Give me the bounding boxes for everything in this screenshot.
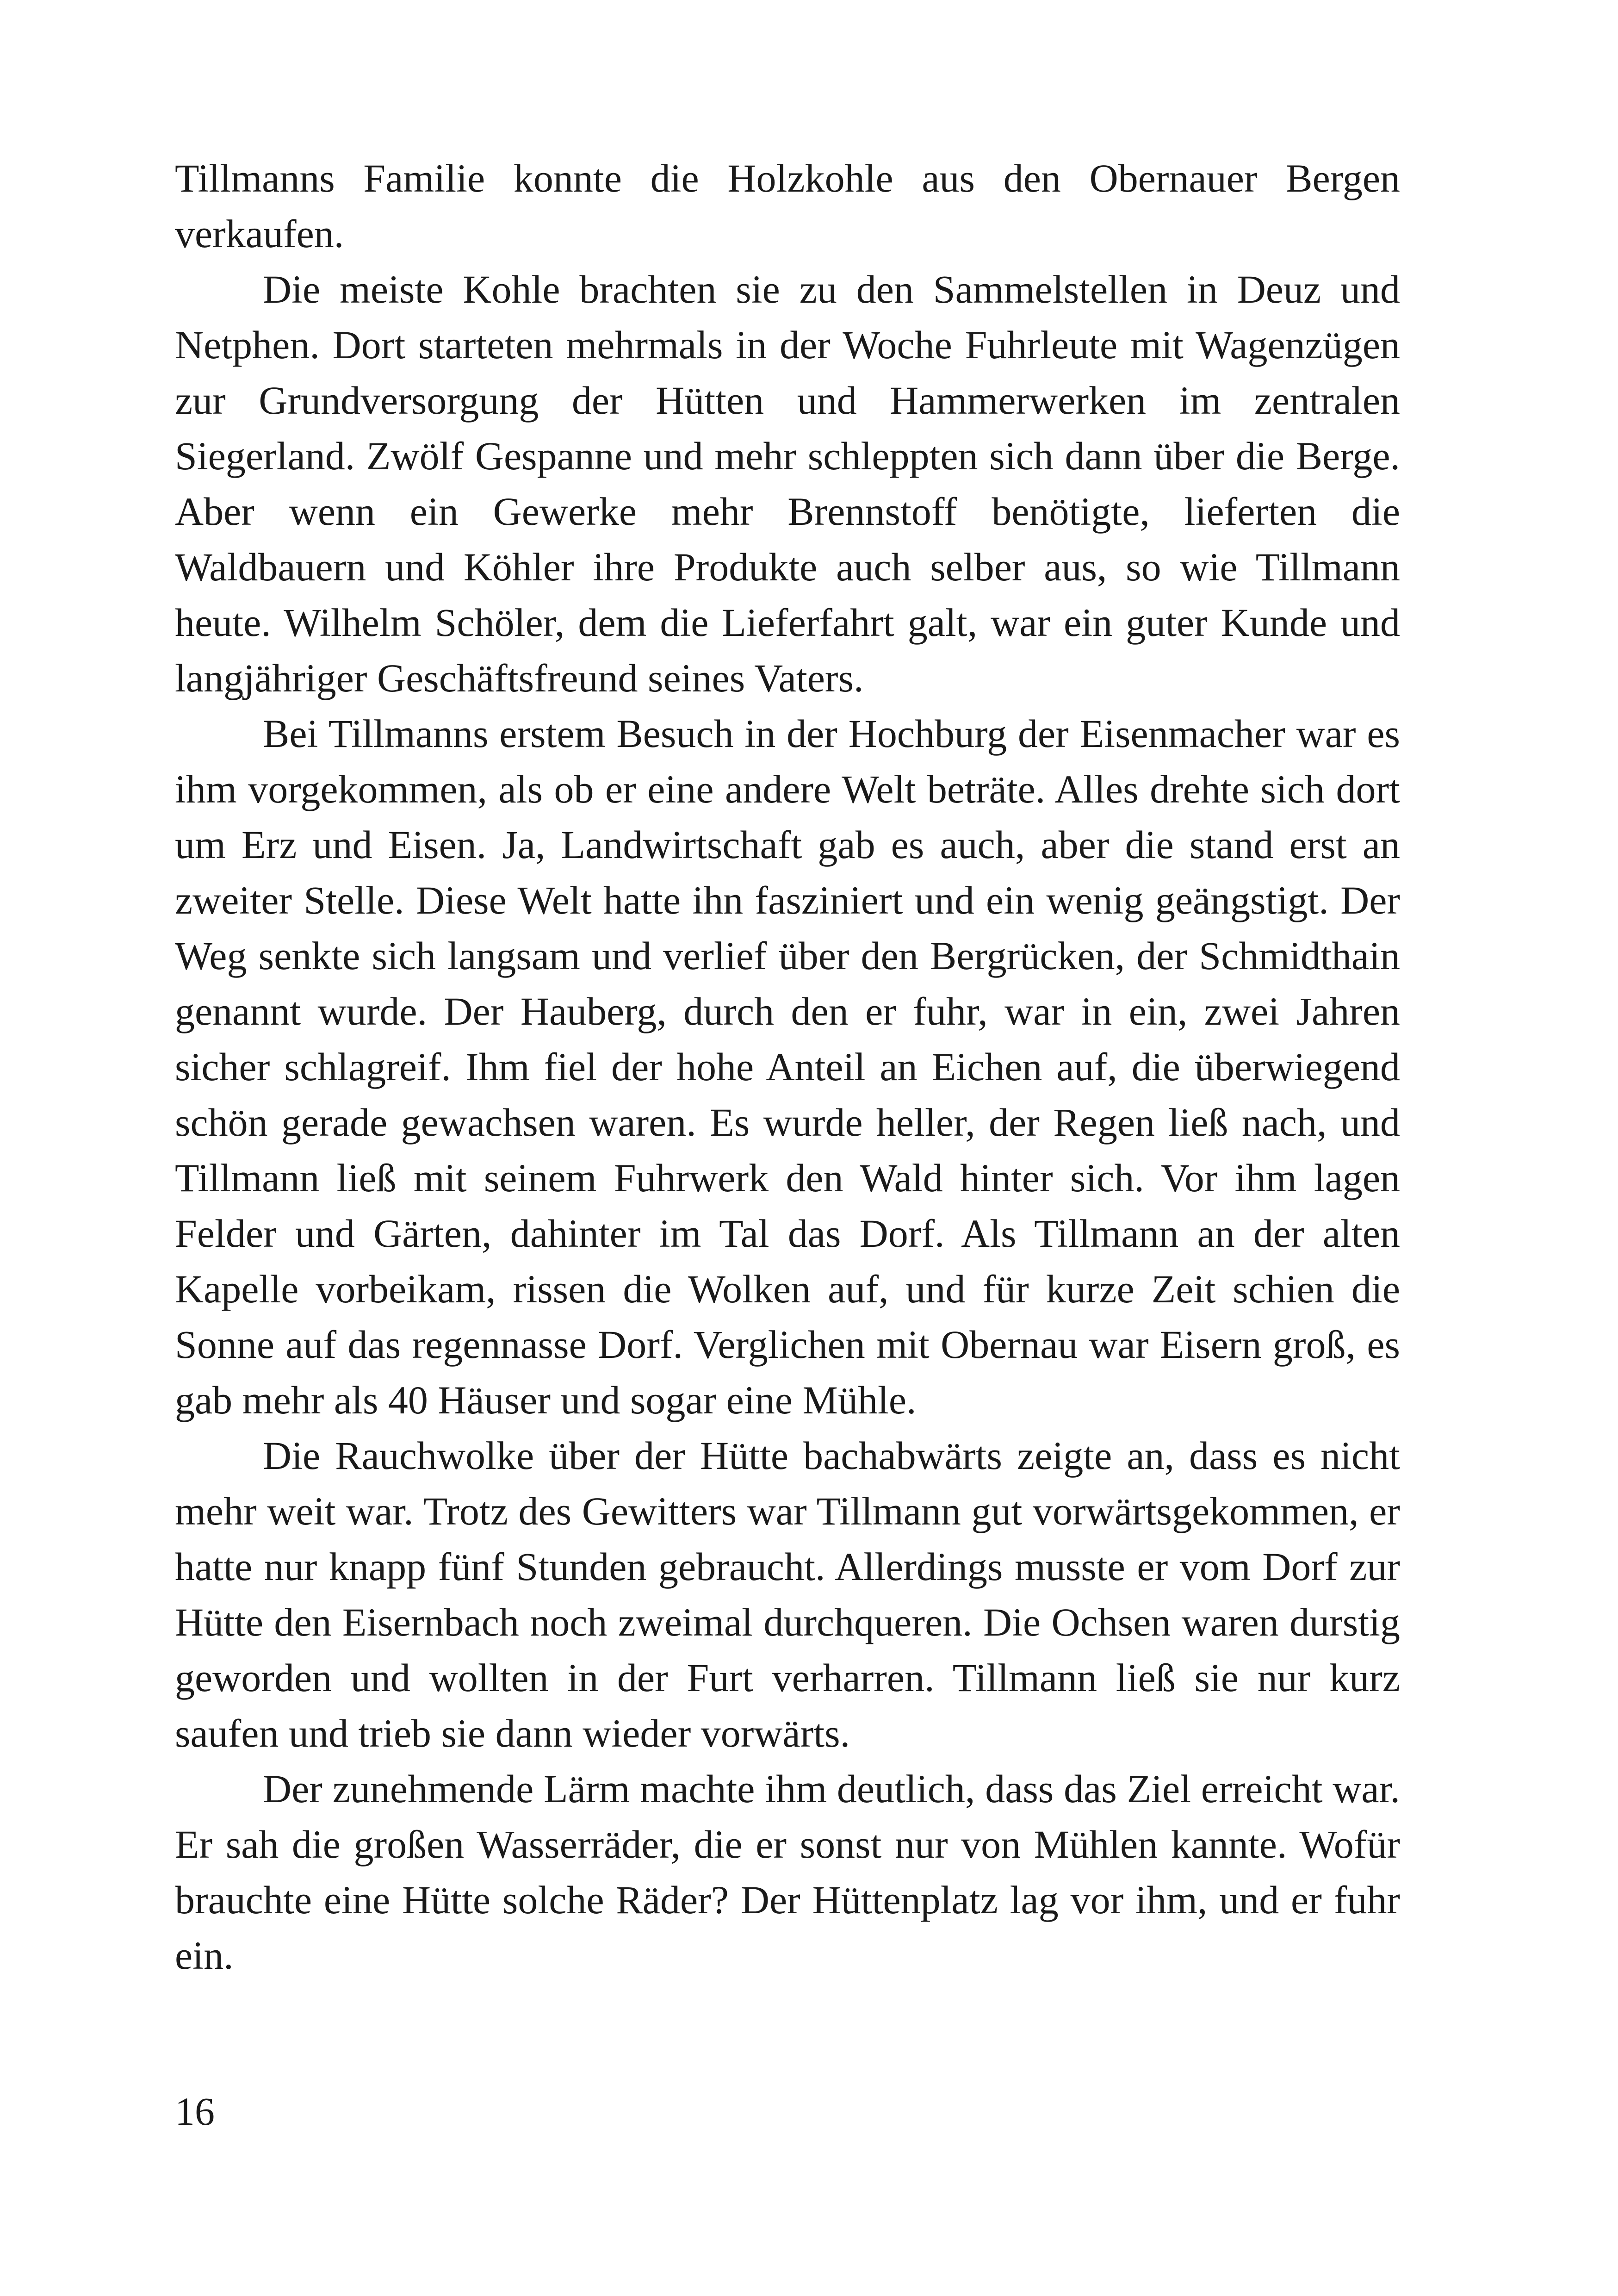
paragraph-4: Die Rauchwolke über der Hütte bachabwärts zeigte an, dass es nicht mehr weit war. Trotz des Gewitters war Tillmann gut vorwärtsgekommen, er hatte nur knapp fünf Stunden gebraucht. Allerdings musste er vom Dorf zur Hütte den Eisernbach noch zweimal durchqueren. Die Ochsen waren durstig geworden und wollten in der Furt verharren. Tillmann ließ sie nur kurz saufen und trieb sie dann wieder vorwärts. (175, 1433, 1400, 1755)
paragraph-3: Bei Tillmanns erstem Besuch in der Hochburg der Eisenmacher war es ihm vorgekommen, als ob er eine andere Welt beträte. Alles drehte sich dort um Erz und Eisen. Ja, Landwirtschaft gab es auch, aber die stand erst an zweiter Stelle. Diese Welt hatte ihn fasziniert und ein wenig geängstigt. Der Weg senkte sich langsam und verlief über den Bergrücken, der Schmidthain genannt wurde. Der Hauberg, durch den er fuhr, war in ein, zwei Jahren sicher schlagreif. Ihm fiel der hohe Anteil an Eichen auf, die überwiegend schön gerade gewachsen waren. Es wurde heller, der Regen ließ nach, und Tillmann ließ mit seinem Fuhrwerk den Wald hinter sich. Vor ihm lagen Felder und Gärten, dahinter im Tal das Dorf. Als Tillmann an der alten Kapelle vorbeikam, rissen die Wolken auf, und für kurze Zeit schien die Sonne auf das regennasse Dorf. Verglichen mit Obernau war Eisern groß, es gab mehr als 40 Häuser und sogar eine Mühle. (175, 711, 1400, 1422)
body-text (175, 150, 1400, 1983)
page-number: 16 (175, 2089, 215, 2134)
paragraph-2: Die meiste Kohle brachten sie zu den Sammelstellen in Deuz und Netphen. Dort starteten mehrmals in der Woche Fuhrleute mit Wagenzügen zur Grundversorgung der Hütten und Hammerwerken im zentralen Siegerland. Zwölf Gespanne und mehr schleppten sich dann über die Berge. Aber wenn ein Gewerke mehr Brennstoff benötigte, lieferten die Waldbauern und Köhler ihre Produkte auch selber aus, so wie Tillmann heute. Wilhelm Schöler, dem die Lieferfahrt galt, war ein guter Kunde und langjähriger Geschäftsfreund seines Vaters. (175, 267, 1400, 700)
paragraph-5: Der zunehmende Lärm machte ihm deutlich, dass das Ziel erreicht war. Er sah die großen Wasserräder, die er sonst nur von Mühlen kannte. Wofür brauchte eine Hütte solche Räder? Der Hüttenplatz lag vor ihm, und er fuhr ein. (175, 1767, 1400, 1978)
paragraph-1: Tillmanns Familie konnte die Holzkohle aus den Obernauer Bergen verkaufen. (175, 156, 1400, 256)
